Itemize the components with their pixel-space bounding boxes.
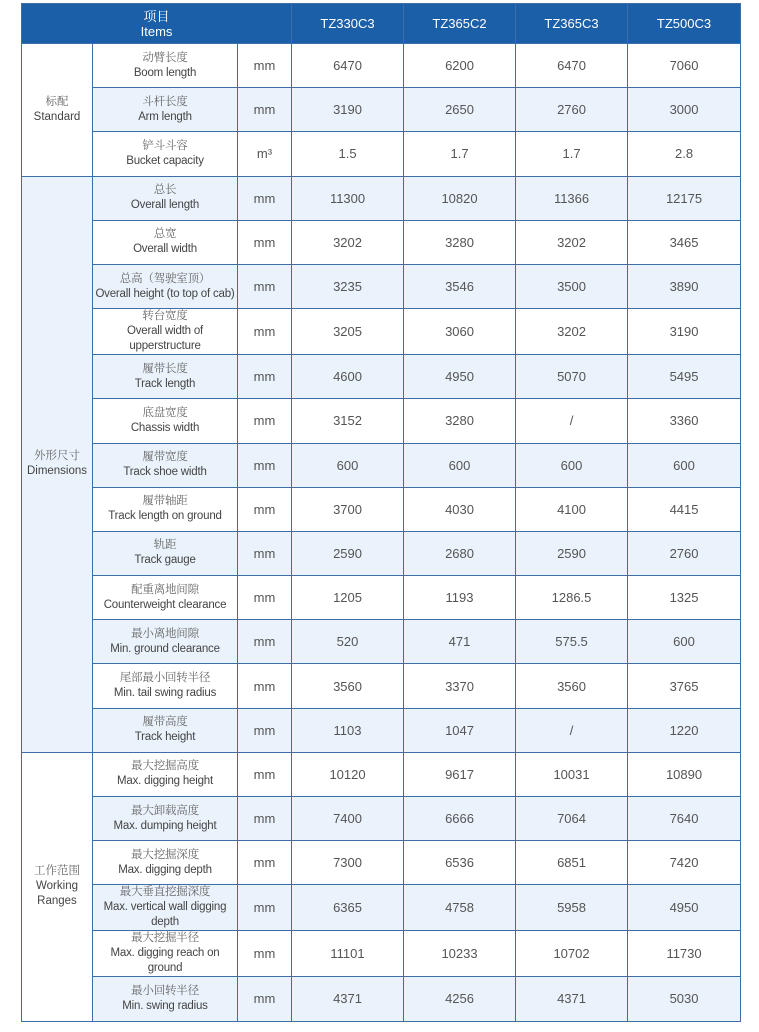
value-cell: 3560 (292, 664, 404, 708)
value-cell: 6365 (292, 885, 404, 931)
table-row (22, 977, 741, 1021)
value-cell: 7300 (292, 841, 404, 885)
item-label (93, 531, 238, 575)
value-cell: 3500 (516, 264, 628, 308)
item-label-zh: 最小离地间隙 (131, 627, 199, 640)
value-cell: 3235 (292, 264, 404, 308)
value-cell: 10120 (292, 752, 404, 796)
item-label-en: Track length on ground (108, 510, 222, 523)
group-label (22, 176, 93, 752)
unit-cell: mm (238, 664, 292, 708)
item-label-en: Arm length (138, 110, 192, 123)
item-label-en: Boom length (133, 66, 197, 79)
value-cell: 4256 (404, 977, 516, 1021)
value-cell: 600 (628, 620, 741, 664)
value-cell: 7640 (628, 797, 741, 841)
value-cell: 1.7 (404, 132, 516, 176)
item-label-zh: 总长 (153, 184, 177, 197)
item-label (93, 264, 238, 308)
value-cell: 1.7 (516, 132, 628, 176)
item-label-zh: 最大挖掘半径 (131, 932, 199, 945)
unit-cell: mm (238, 797, 292, 841)
value-cell: 4371 (292, 977, 404, 1021)
item-label-en: Max. digging reach on ground (110, 947, 220, 975)
item-label-zh: 总宽 (153, 228, 177, 241)
item-label-zh: 轨距 (153, 539, 177, 552)
item-label-zh: 最大垂直挖掘深度 (119, 886, 211, 899)
item-label-en: Counterweight clearance (103, 598, 227, 611)
unit-cell: mm (238, 531, 292, 575)
item-label-zh: 履带轴距 (142, 495, 188, 508)
table-row (22, 88, 741, 132)
value-cell: 600 (516, 443, 628, 487)
item-label (93, 44, 238, 88)
item-label-zh: 动臂长度 (142, 51, 188, 64)
unit-cell: mm (238, 885, 292, 931)
item-label-zh: 履带长度 (142, 362, 188, 375)
item-label-en: Overall width (133, 243, 197, 256)
item-label (93, 220, 238, 264)
unit-cell: mm (238, 443, 292, 487)
value-cell: 4415 (628, 487, 741, 531)
table-row (22, 531, 741, 575)
table-row (22, 664, 741, 708)
value-cell: 1047 (404, 708, 516, 752)
item-label-en: Overall length (130, 199, 200, 212)
group-label (22, 752, 93, 1021)
unit-cell: mm (238, 264, 292, 308)
value-cell: 3000 (628, 88, 741, 132)
value-cell: 520 (292, 620, 404, 664)
item-label-en: Max. digging height (117, 775, 213, 788)
table-row (22, 132, 741, 176)
item-label (93, 708, 238, 752)
unit-cell: m³ (238, 132, 292, 176)
value-cell: 11730 (628, 931, 741, 977)
value-cell: 10702 (516, 931, 628, 977)
value-cell: 5070 (516, 355, 628, 399)
unit-cell: mm (238, 487, 292, 531)
item-label-en: Overall width of upperstructure (126, 325, 204, 353)
value-cell: 4758 (404, 885, 516, 931)
value-cell: 7060 (628, 44, 741, 88)
value-cell: 1325 (628, 576, 741, 620)
value-cell: 3465 (628, 220, 741, 264)
value-cell: 3280 (404, 399, 516, 443)
value-cell: 2760 (628, 531, 741, 575)
item-label-en: Track height (134, 731, 196, 744)
item-label (93, 931, 238, 977)
table-row (22, 841, 741, 885)
table-row (22, 885, 741, 931)
value-cell: 3280 (404, 220, 516, 264)
unit-cell: mm (238, 931, 292, 977)
item-label-en: Max. digging depth (118, 863, 212, 876)
value-cell: 5495 (628, 355, 741, 399)
table-row (22, 44, 741, 88)
value-cell: 3202 (292, 220, 404, 264)
unit-cell: mm (238, 309, 292, 355)
item-label-zh: 铲斗斗容 (142, 139, 188, 152)
item-label (93, 399, 238, 443)
item-label-zh: 最小回转半径 (131, 984, 199, 997)
item-label-en: Chassis width (130, 421, 200, 434)
value-cell: 11101 (292, 931, 404, 977)
item-label-zh: 履带高度 (142, 716, 188, 729)
model-header: TZ365C3 (516, 4, 628, 44)
item-label-zh: 最大挖掘深度 (131, 848, 199, 861)
item-label-en: Max. vertical wall digging depth (103, 901, 227, 929)
value-cell: 5030 (628, 977, 741, 1021)
item-label (93, 88, 238, 132)
value-cell: 3060 (404, 309, 516, 355)
table-row (22, 399, 741, 443)
group-label-en: Working Ranges (36, 880, 78, 908)
unit-cell: mm (238, 399, 292, 443)
item-label (93, 752, 238, 796)
value-cell: 2680 (404, 531, 516, 575)
value-cell: 7400 (292, 797, 404, 841)
item-label-en: Track length (134, 377, 196, 390)
value-cell: 3360 (628, 399, 741, 443)
value-cell: 6470 (516, 44, 628, 88)
item-label-zh: 转台宽度 (142, 310, 188, 323)
item-label-zh: 配重离地间隙 (131, 583, 199, 596)
unit-cell: mm (238, 752, 292, 796)
item-label-zh: 最大挖掘高度 (131, 760, 199, 773)
item-label-en: Min. ground clearance (110, 642, 220, 655)
value-cell: 3765 (628, 664, 741, 708)
unit-cell: mm (238, 176, 292, 220)
value-cell: / (516, 708, 628, 752)
value-cell: 4950 (628, 885, 741, 931)
item-label-zh: 斗杆长度 (142, 95, 188, 108)
item-label-zh: 履带宽度 (142, 451, 188, 464)
item-label (93, 576, 238, 620)
item-label (93, 309, 238, 355)
table-row (22, 443, 741, 487)
table-row (22, 752, 741, 796)
value-cell: 3190 (628, 309, 741, 355)
item-label-zh: 最大卸载高度 (131, 804, 199, 817)
value-cell: 600 (292, 443, 404, 487)
value-cell: 6851 (516, 841, 628, 885)
group-label (22, 44, 93, 177)
table-row (22, 220, 741, 264)
item-label (93, 841, 238, 885)
unit-cell: mm (238, 44, 292, 88)
value-cell: 600 (404, 443, 516, 487)
value-cell: 2760 (516, 88, 628, 132)
value-cell: 3370 (404, 664, 516, 708)
unit-cell: mm (238, 620, 292, 664)
item-label-en: Max. dumping height (113, 819, 217, 832)
value-cell: 1220 (628, 708, 741, 752)
group-label-en: Dimensions (26, 465, 88, 478)
item-label (93, 977, 238, 1021)
value-cell: 3202 (516, 220, 628, 264)
unit-cell: mm (238, 88, 292, 132)
item-label-zh: 尾部最小回转半径 (119, 672, 211, 685)
item-label (93, 885, 238, 931)
value-cell: 6666 (404, 797, 516, 841)
item-label (93, 797, 238, 841)
header-row (22, 4, 741, 44)
value-cell: 2590 (292, 531, 404, 575)
value-cell: 1103 (292, 708, 404, 752)
group-label-zh: 标配 (45, 95, 69, 108)
value-cell: 3700 (292, 487, 404, 531)
table-row (22, 264, 741, 308)
value-cell: 3560 (516, 664, 628, 708)
value-cell: 1286.5 (516, 576, 628, 620)
value-cell: 11300 (292, 176, 404, 220)
value-cell: 471 (404, 620, 516, 664)
table-row (22, 931, 741, 977)
table-row (22, 797, 741, 841)
item-label (93, 443, 238, 487)
value-cell: 6536 (404, 841, 516, 885)
table-row (22, 487, 741, 531)
value-cell: 4600 (292, 355, 404, 399)
value-cell: 3152 (292, 399, 404, 443)
item-label (93, 355, 238, 399)
item-label-en: Min. swing radius (122, 999, 208, 1012)
item-label-en: Overall height (to top of cab) (95, 287, 235, 300)
value-cell: 4030 (404, 487, 516, 531)
value-cell: 1.5 (292, 132, 404, 176)
value-cell: / (516, 399, 628, 443)
value-cell: 2.8 (628, 132, 741, 176)
unit-cell: mm (238, 977, 292, 1021)
item-label (93, 176, 238, 220)
value-cell: 4100 (516, 487, 628, 531)
unit-cell: mm (238, 220, 292, 264)
value-cell: 10820 (404, 176, 516, 220)
value-cell: 3546 (404, 264, 516, 308)
item-label (93, 664, 238, 708)
item-label-zh: 底盘宽度 (142, 406, 188, 419)
value-cell: 10890 (628, 752, 741, 796)
value-cell: 10233 (404, 931, 516, 977)
item-label-en: Track shoe width (123, 466, 207, 479)
value-cell: 4371 (516, 977, 628, 1021)
value-cell: 9617 (404, 752, 516, 796)
value-cell: 3205 (292, 309, 404, 355)
model-header: TZ330C3 (292, 4, 404, 44)
item-label-zh: 总高（驾驶室顶） (119, 272, 211, 285)
table-row (22, 576, 741, 620)
table-row (22, 355, 741, 399)
value-cell: 3190 (292, 88, 404, 132)
value-cell: 1193 (404, 576, 516, 620)
group-label-zh: 工作范围 (34, 865, 80, 878)
value-cell: 10031 (516, 752, 628, 796)
value-cell: 2650 (404, 88, 516, 132)
value-cell: 3890 (628, 264, 741, 308)
group-label-zh: 外形尺寸 (34, 450, 80, 463)
item-label-en: Track gauge (134, 554, 196, 567)
item-label-en: Min. tail swing radius (113, 687, 217, 700)
items-header: 项目 Items (22, 4, 292, 44)
value-cell: 11366 (516, 176, 628, 220)
value-cell: 12175 (628, 176, 741, 220)
value-cell: 7420 (628, 841, 741, 885)
value-cell: 2590 (516, 531, 628, 575)
unit-cell: mm (238, 708, 292, 752)
item-label (93, 620, 238, 664)
group-label-en: Standard (33, 110, 81, 123)
item-label (93, 487, 238, 531)
value-cell: 5958 (516, 885, 628, 931)
unit-cell: mm (238, 355, 292, 399)
value-cell: 6470 (292, 44, 404, 88)
spec-table (21, 3, 741, 1022)
table-row (22, 176, 741, 220)
value-cell: 3202 (516, 309, 628, 355)
value-cell: 6200 (404, 44, 516, 88)
table-row (22, 309, 741, 355)
unit-cell: mm (238, 841, 292, 885)
value-cell: 1205 (292, 576, 404, 620)
value-cell: 4950 (404, 355, 516, 399)
unit-cell: mm (238, 576, 292, 620)
value-cell: 575.5 (516, 620, 628, 664)
item-label-en: Bucket capacity (126, 154, 204, 167)
table-row (22, 620, 741, 664)
item-label (93, 132, 238, 176)
value-cell: 7064 (516, 797, 628, 841)
table-row (22, 708, 741, 752)
model-header: TZ365C2 (404, 4, 516, 44)
model-header: TZ500C3 (628, 4, 741, 44)
value-cell: 600 (628, 443, 741, 487)
